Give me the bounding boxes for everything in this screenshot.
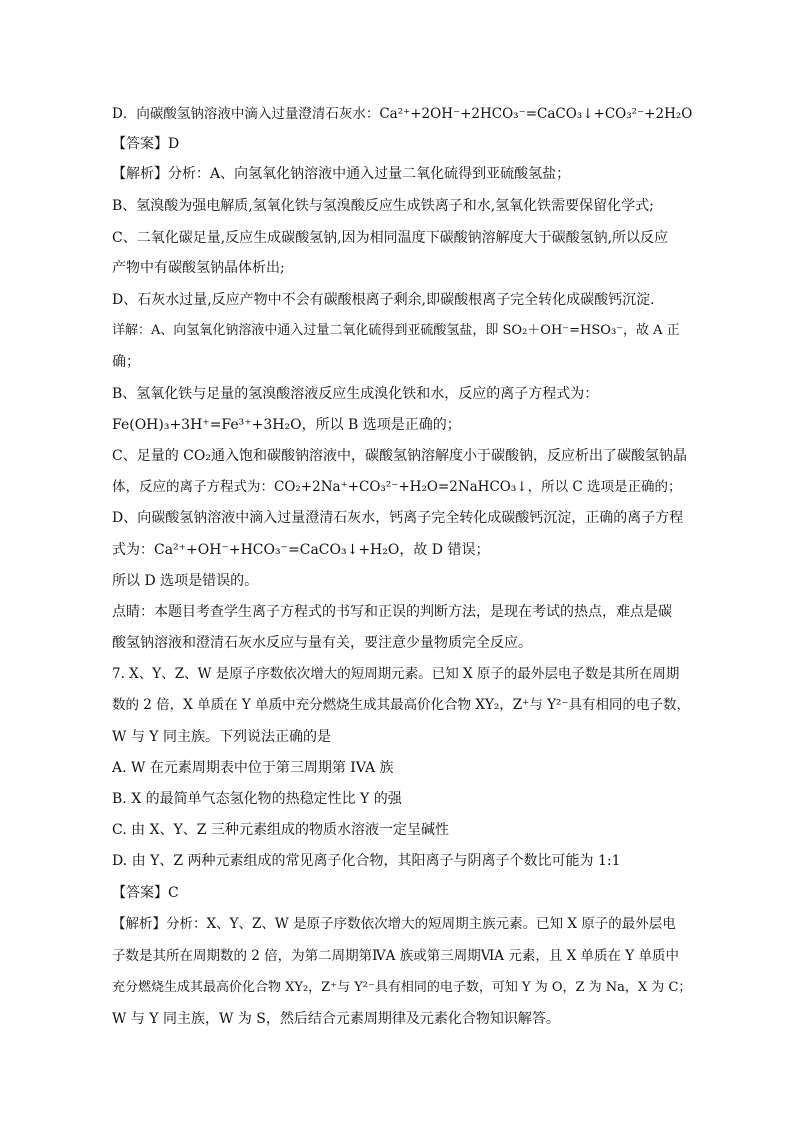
option-b: B. X 的最简单气态氢化物的热稳定性比 Y 的强 (112, 791, 402, 807)
analysis-line: B、氢溴酸为强电解质,氢氧化铁与氢溴酸反应生成铁离子和水,氢氧化铁需要保留化学式; (112, 198, 654, 214)
question-7: 7. X、Y、Z、W 是原子序数依次增大的短周期元素。已知 X 原子的最外层电子数是其所在周期 (112, 666, 680, 682)
analysis-line: 充分燃烧生成其最高价化合物 XY₂，Z⁺与 Y²⁻具有相同的电子数，可知 Y 为 O，Z 为 Na，X 为 C； (112, 980, 692, 995)
analysis-line: W 与 Y 同主族，W 为 S，然后结合元素周期律及元素化合物知识解答。 (112, 1011, 560, 1027)
detail-line: 体，反应的离子方程式为：CO₂+2Na⁺+CO₃²⁻+H₂O=2NaHCO₃↓，所以 C 选项是正确的； (112, 479, 682, 495)
analysis-line: D、石灰水过量,反应产物中不会有碳酸根离子剩余,即碳酸根离子完全转化成碳酸钙沉淀. (112, 292, 655, 308)
detail-line: 详解：A、向氢氧化钠溶液中通入过量二氧化硫得到亚硫酸氢盐，即 SO₂＋OH⁻=HSO₃⁻，故 A 正 (112, 323, 680, 338)
option-d: D. 由 Y、Z 两种元素组成的常见离子化合物，其阳离子与阴离子个数比可能为 1:1 (112, 853, 621, 869)
detail-line: 所以 D 选项是错误的。 (112, 573, 259, 589)
detail-line: 式为：Ca²⁺+OH⁻+HCO₃⁻=CaCO₃↓+H₂O，故 D 错误； (112, 542, 490, 558)
detail-line: D、向碳酸氢钠溶液中滴入过量澄清石灰水，钙离子完全转化成碳酸钙沉淀，正确的离子方程 (112, 510, 684, 526)
question-7: 数的 2 倍，X 单质在 Y 单质中充分燃烧生成其最高价化合物 XY₂，Z⁺与 Y²⁻具有相同的电子数， (112, 697, 691, 713)
analysis-line: C、二氧化碳足量,反应生成碳酸氢钠,因为相同温度下碳酸钠溶解度大于碳酸氢钠,所以反应 (112, 230, 669, 246)
equation-line: Fe(OH)₃+3H⁺=Fe³⁺+3H₂O，所以 B 选项是正确的； (112, 417, 461, 433)
option-d-text: D．向碳酸氢钠溶液中滴入过量澄清石灰水：Ca²⁺+2OH⁻+2HCO₃⁻=CaCO₃↓+CO₃²⁻+2H₂O (112, 106, 693, 122)
analysis-line: 【解析】分析：X、Y、Z、W 是原子序数依次增大的短周期主族元素。已知 X 原子的最外层电 (112, 916, 676, 932)
detail-line: 确； (112, 354, 140, 370)
analysis-line: 【解析】分析：A、向氢氧化钠溶液中通入过量二氧化硫得到亚硫酸氢盐； (112, 166, 571, 182)
detail-line: B、氢氧化铁与足量的氢溴酸溶液反应生成溴化铁和水，反应的离子方程式为： (112, 386, 599, 402)
detail-line: C、足量的 CO₂通入饱和碳酸钠溶液中，碳酸氢钠溶解度小于碳酸钠，反应析出了碳酸氢钠晶 (112, 448, 687, 464)
analysis-line: 产物中有碳酸氢钠晶体析出; (112, 260, 285, 276)
question-7: W 与 Y 同主族。下列说法正确的是 (112, 729, 331, 745)
answer-label: 【答案】D (112, 136, 180, 152)
analysis-line: 子数是其所在周期数的 2 倍，为第二周期第ⅣA 族或第三周期ⅥA 元素，且 X 单质在 Y 单质中 (112, 948, 680, 964)
highlight-note: 点睛：本题目考查学生离子方程式的书写和正误的判断方法，是现在考试的热点，难点是碳 (112, 604, 672, 620)
answer-label: 【答案】C (112, 885, 179, 901)
highlight-note: 酸氢钠溶液和澄清石灰水反应与量有关，要注意少量物质完全反应。 (112, 635, 532, 651)
option-c: C. 由 X、Y、Z 三种元素组成的物质水溶液一定呈碱性 (112, 822, 449, 838)
option-a: A. W 在元素周期表中位于第三周期第 IVA 族 (112, 760, 394, 776)
